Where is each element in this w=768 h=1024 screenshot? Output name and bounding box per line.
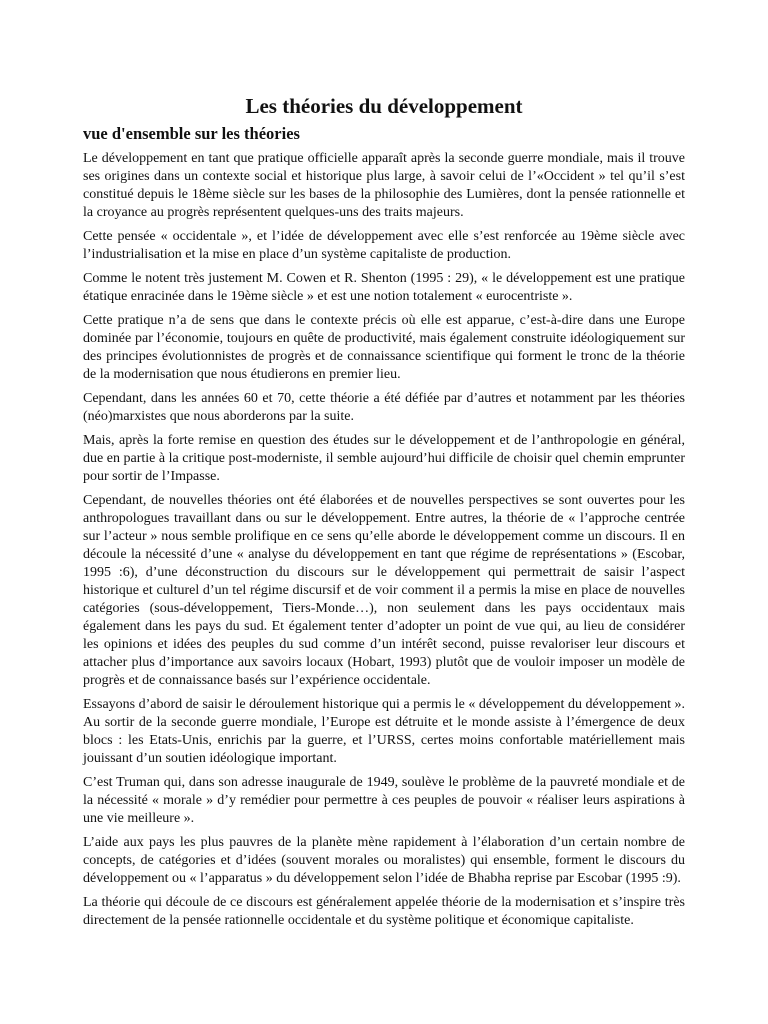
paragraph: L’aide aux pays les plus pauvres de la planète mène rapidement à l’élaboration d’un certain nombre de concepts, de catégories et d’idées (souvent morales ou moralistes) qui ensemble, forment le discours du développement ou « l’apparatus » du développement selon l’idée de Bhabha reprise par Escobar (1995 :9). [83,835,685,886]
paragraph: Comme le notent très justement M. Cowen et R. Shenton (1995 : 29), « le développement est une pratique étatique enracinée dans le 19ème siècle » et est une notion totalement « eurocentriste ». [83,271,685,304]
paragraph: C’est Truman qui, dans son adresse inaugurale de 1949, soulève le problème de la pauvreté mondiale et de la nécessité « morale » d’y remédier pour permettre à ces peuples de pouvoir « réaliser leurs aspirations à une vie meilleure ». [83,775,685,826]
paragraph: Mais, après la forte remise en question des études sur le développement et de l’anthropologie en général, due en partie à la critique post-moderniste, il semble aujourd’hui difficile de choisir quel chemin emprunter pour sortir de l’Impasse. [83,433,685,484]
paragraph: Cependant, de nouvelles théories ont été élaborées et de nouvelles perspectives se sont ouvertes pour les anthropologues travaillant dans ou sur le développement. Entre autres, la théorie de « l’approche centrée sur l’acteur » nous semble prolifique en ce sens qu’elle aborde le développement comme un discours. Il en découle la nécessité d’une « analyse du développement en tant que régime de représentations » (Escobar, 1995 :6), d’une déconstruction du discours sur le développement qui permettrait de saisir l’aspect historique et culturel d’un tel régime discursif et de voir comment il a permis la mise en place de nouvelles catégories (sous-développement, Tiers-Monde…), non seulement dans les pays occidentaux mais également dans les pays du sud. Et également tenter d’adopter un point de vue qui, au lieu de considérer les opinions et idées des peuples du sud comme d’un intérêt second, puisse revaloriser leur discours et attacher plus d’importance aux savoirs locaux (Hobart, 1993) plutôt que de vouloir imposer un modèle de progrès et de connaissance basés sur l’expérience occidentale. [83,493,685,688]
paragraph: Cette pratique n’a de sens que dans le contexte précis où elle est apparue, c’est-à-dire dans une Europe dominée par l’économie, toujours en quête de productivité, mais également construite idéologiquement sur des principes évolutionnistes de progrès et de connaissance scientifique qui forment le tronc de la théorie de la modernisation que nous étudierons en premier lieu. [83,313,685,382]
paragraph: Cette pensée « occidentale », et l’idée de développement avec elle s’est renforcée au 19ème siècle avec l’industrialisation et la mise en place d’un système capitaliste de production. [83,229,685,262]
paragraph: Cependant, dans les années 60 et 70, cette théorie a été défiée par d’autres et notamment par les théories (néo)marxistes que nous aborderons par la suite. [83,391,685,424]
document-title: Les théories du développement [245,94,523,118]
paragraph: Le développement en tant que pratique officielle apparaît après la seconde guerre mondiale, mais il trouve ses origines dans un contexte social et historique plus large, à savoir celui de l’«Occident » tel qu’il s’est constitué depuis le 18ème siècle sur les bases de la philosophie des Lumières, dont la pensée rationnelle et la croyance au progrès représentent quelques-uns des traits majeurs. [83,151,685,220]
paragraph: Essayons d’abord de saisir le déroulement historique qui a permis le « développement du développement ». Au sortir de la seconde guerre mondiale, l’Europe est détruite et le monde assiste à l’émergence de deux blocs : les Etats-Unis, enrichis par la guerre, et l’URSS, certes moins confortable matériellement mais jouissant d’un soutien idéologique important. [83,697,685,766]
section-subtitle: vue d'ensemble sur les théories [83,124,300,143]
paragraph: La théorie qui découle de ce discours est généralement appelée théorie de la modernisation et s’inspire très directement de la pensée rationnelle occidentale et du système politique et économique capitaliste. [83,895,685,928]
